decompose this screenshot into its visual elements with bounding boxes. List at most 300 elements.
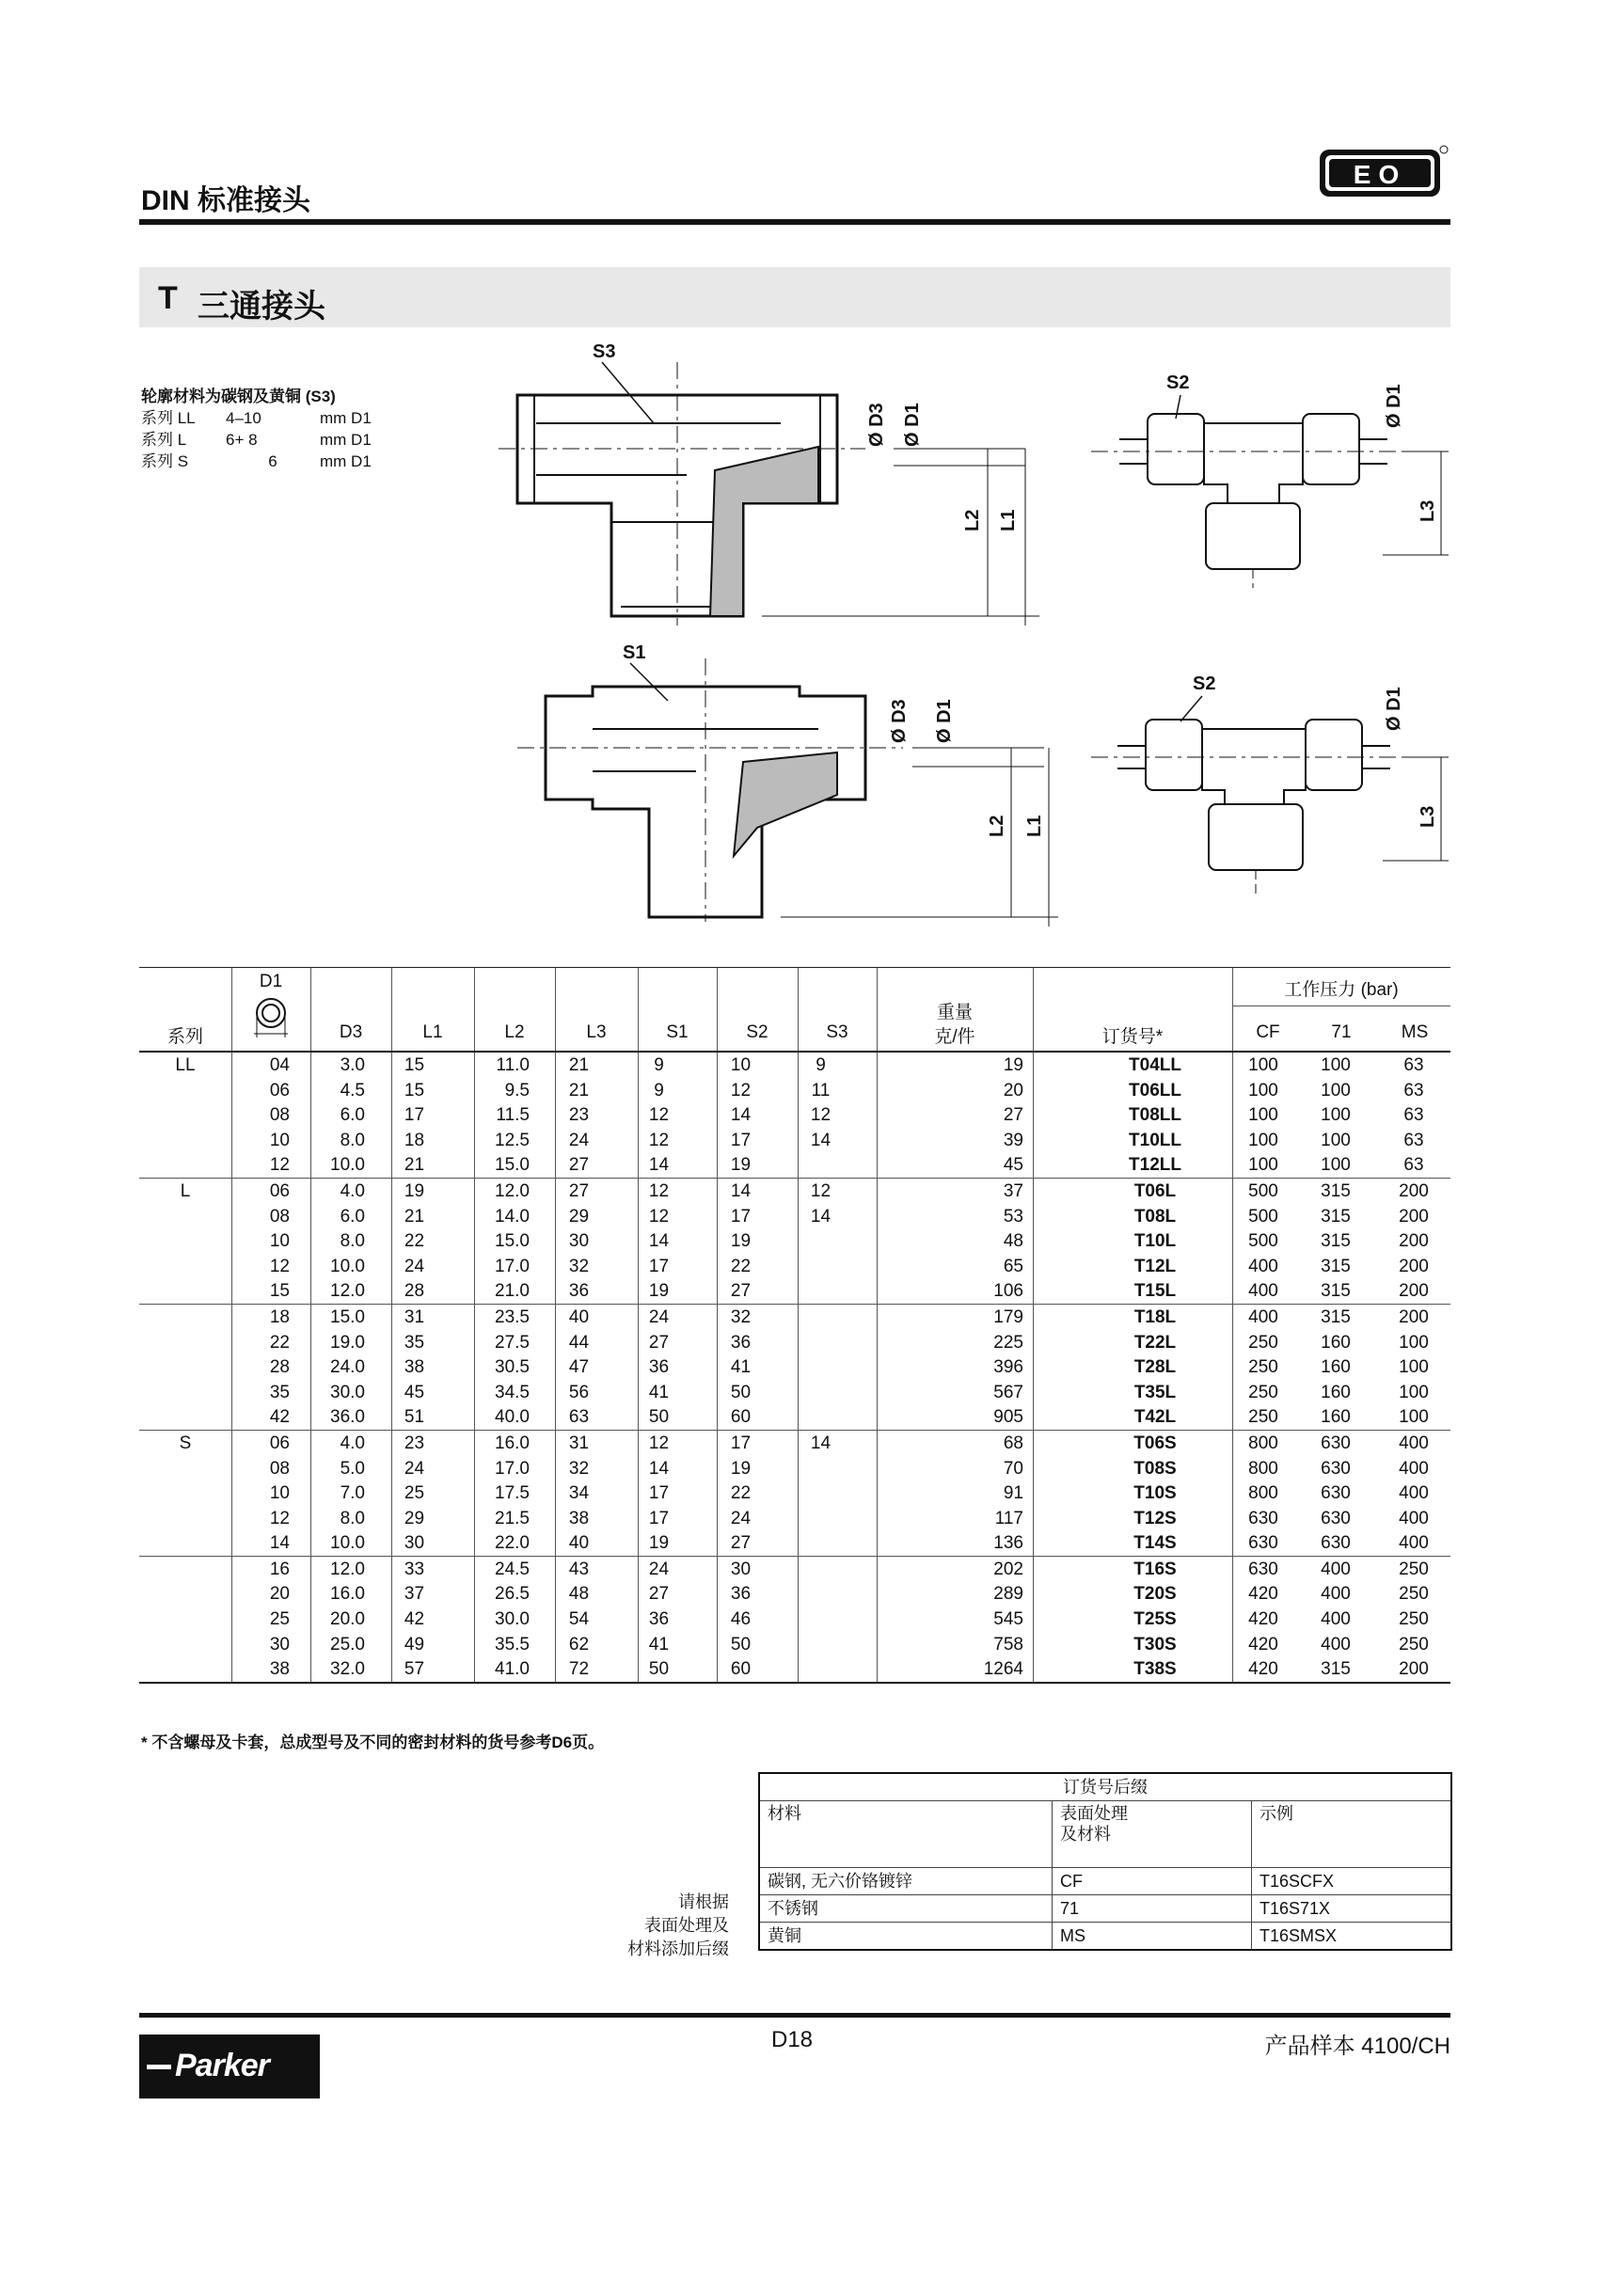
cell-s3: 9 xyxy=(816,1055,826,1075)
cell-d1: 08 xyxy=(269,1206,290,1227)
cell-l2: 11.0 xyxy=(496,1055,530,1075)
th-s1: S1 xyxy=(666,1022,689,1042)
cell-cf: 800 xyxy=(1248,1433,1278,1453)
cell-d3: 6.0 xyxy=(340,1105,365,1126)
cell-71: 100 xyxy=(1321,1130,1351,1150)
cell-wt: 289 xyxy=(993,1584,1023,1605)
cell-l1: 30 xyxy=(404,1533,425,1554)
cell-l2: 34.5 xyxy=(495,1382,530,1402)
suffix-row: 碳钢, 无六价铬镀锌 CF T16SCFX xyxy=(760,1868,1450,1895)
cell-ord: T08L xyxy=(1133,1206,1177,1227)
notes-row-l: 系列 L 6+ 8 mm D1 xyxy=(141,431,372,449)
cell-s2: 32 xyxy=(730,1306,752,1327)
cell-l1: 35 xyxy=(404,1332,425,1353)
cell-ms: 400 xyxy=(1399,1533,1429,1554)
cell-ms: 400 xyxy=(1399,1458,1429,1479)
suffix-hint: 请根据 表面处理及 材料添加后缀 xyxy=(627,1892,729,1958)
cell-wt: 70 xyxy=(1003,1458,1023,1479)
footnote: * 不含螺母及卡套，总成型号及不同的密封材料的货号参考D6页。 xyxy=(141,1734,605,1751)
cell-ord: T04LL xyxy=(1129,1055,1181,1075)
cell-cf: 250 xyxy=(1248,1357,1278,1378)
table-row xyxy=(139,1530,1450,1556)
cell-d3: 19.0 xyxy=(330,1332,365,1353)
label-l3-top: L3 xyxy=(1418,499,1438,522)
cell-d1: 12 xyxy=(269,1256,290,1276)
cell-l2: 27.5 xyxy=(495,1332,530,1353)
cell-ms: 63 xyxy=(1403,1105,1424,1126)
cell-series: L xyxy=(180,1180,191,1201)
cell-l3: 40 xyxy=(568,1306,590,1327)
cell-l2: 12.0 xyxy=(495,1180,530,1201)
cell-cf: 420 xyxy=(1248,1634,1278,1655)
material-notes xyxy=(141,386,372,472)
table-row xyxy=(139,1228,1450,1254)
cell-cf: 800 xyxy=(1248,1483,1278,1504)
header-rule xyxy=(139,219,1450,225)
label-l1-lower: L1 xyxy=(1024,815,1045,837)
table-row xyxy=(139,1053,1450,1078)
cell-s2: 12 xyxy=(730,1080,752,1100)
cell-s1: 27 xyxy=(648,1332,670,1353)
cell-d1: 10 xyxy=(269,1483,290,1504)
cell-cf: 420 xyxy=(1248,1609,1278,1630)
cell-l3: 54 xyxy=(568,1609,590,1630)
label-l1: L1 xyxy=(998,509,1019,531)
cell-l1: 22 xyxy=(404,1231,425,1252)
cell-wt: 1264 xyxy=(983,1659,1023,1680)
cell-d1: 08 xyxy=(269,1105,290,1126)
cell-l3: 27 xyxy=(568,1180,590,1201)
cell-l2: 35.5 xyxy=(495,1634,530,1655)
cell-71: 160 xyxy=(1321,1332,1351,1353)
cell-cf: 400 xyxy=(1248,1256,1278,1276)
cell-l2: 24.5 xyxy=(495,1559,530,1579)
label-d3-lower: Ø D3 xyxy=(889,699,910,743)
cell-71: 315 xyxy=(1321,1180,1351,1201)
cell-d3: 25.0 xyxy=(330,1634,365,1655)
cell-wt: 117 xyxy=(994,1508,1023,1528)
table-row xyxy=(139,1557,1450,1582)
cell-d1: 35 xyxy=(269,1382,290,1402)
cell-ord: T38S xyxy=(1133,1659,1177,1680)
cell-l1: 25 xyxy=(404,1483,425,1504)
cell-l1: 18 xyxy=(404,1130,425,1150)
table-row xyxy=(139,1152,1450,1178)
cell-d1: 10 xyxy=(269,1231,290,1252)
suffix-col-material: 材料 xyxy=(760,1801,1053,1867)
cell-ms: 400 xyxy=(1399,1508,1429,1528)
cell-d3: 5.0 xyxy=(340,1458,365,1479)
cell-s1: 24 xyxy=(648,1559,670,1579)
cell-s3: 11 xyxy=(811,1080,831,1100)
table-row xyxy=(139,1607,1450,1632)
cell-ord: T10L xyxy=(1133,1231,1177,1252)
cell-s2: 14 xyxy=(730,1105,752,1126)
cell-d3: 30.0 xyxy=(330,1382,365,1402)
cell-d3: 3.0 xyxy=(340,1055,365,1075)
cell-ord: T12L xyxy=(1133,1256,1177,1276)
cell-s2: 22 xyxy=(730,1483,752,1504)
table-row xyxy=(139,1305,1450,1330)
cell-s1: 17 xyxy=(648,1256,670,1276)
cell-s2: 10 xyxy=(730,1055,752,1075)
cell-l1: 37 xyxy=(404,1584,425,1605)
cell-l1: 21 xyxy=(404,1155,425,1176)
cell-s2: 27 xyxy=(730,1533,752,1554)
tee-body-drawing-s3 xyxy=(499,343,1044,635)
cell-l3: 21 xyxy=(568,1080,590,1100)
cell-l2: 21.0 xyxy=(495,1281,530,1302)
cell-d1: 12 xyxy=(269,1508,290,1528)
cell-ord: T16S xyxy=(1133,1559,1177,1579)
cell-71: 315 xyxy=(1321,1306,1351,1327)
cell-d1: 04 xyxy=(269,1055,290,1075)
cell-d1: 12 xyxy=(269,1155,290,1176)
cell-ord: T42L xyxy=(1133,1407,1177,1428)
cell-wt: 20 xyxy=(1003,1080,1023,1100)
cell-l3: 44 xyxy=(568,1332,590,1353)
cell-l2: 16.0 xyxy=(495,1433,530,1453)
cell-l3: 23 xyxy=(568,1105,590,1126)
cell-ms: 100 xyxy=(1399,1357,1429,1378)
cell-l1: 24 xyxy=(404,1256,425,1276)
cell-l1: 15 xyxy=(404,1055,425,1075)
cell-d3: 10.0 xyxy=(330,1256,365,1276)
cell-71: 315 xyxy=(1321,1281,1351,1302)
cell-ord: T06LL xyxy=(1129,1080,1181,1100)
cell-71: 400 xyxy=(1321,1584,1351,1605)
cell-s2: 19 xyxy=(730,1458,752,1479)
cell-ms: 250 xyxy=(1399,1559,1429,1579)
cell-cf: 250 xyxy=(1248,1407,1278,1428)
cell-l3: 36 xyxy=(568,1281,590,1302)
cell-l1: 21 xyxy=(404,1206,425,1227)
cell-s3: 12 xyxy=(810,1105,832,1126)
cell-wt: 225 xyxy=(993,1332,1023,1353)
cell-d3: 32.0 xyxy=(330,1659,365,1680)
cell-cf: 630 xyxy=(1248,1508,1278,1528)
notes-row-ll: 系列 LL 4–10 mm D1 xyxy=(141,409,372,427)
cell-71: 315 xyxy=(1321,1231,1351,1252)
cell-ms: 100 xyxy=(1399,1407,1429,1428)
eo-logo-text: EO xyxy=(1353,160,1407,189)
cell-s2: 19 xyxy=(730,1155,752,1176)
section-letter: T xyxy=(158,280,178,316)
cell-s1: 9 xyxy=(654,1055,664,1075)
cell-s1: 14 xyxy=(648,1155,670,1176)
cell-71: 400 xyxy=(1321,1609,1351,1630)
cell-l2: 21.5 xyxy=(495,1508,530,1528)
cell-d1: 06 xyxy=(269,1180,290,1201)
cell-l1: 29 xyxy=(404,1508,425,1528)
table-row xyxy=(139,1632,1450,1657)
label-l2-lower: L2 xyxy=(987,815,1007,837)
cell-ms: 200 xyxy=(1399,1659,1429,1680)
table-row xyxy=(139,1456,1450,1481)
cell-l2: 26.5 xyxy=(495,1584,530,1605)
cell-s2: 60 xyxy=(730,1659,752,1680)
cell-s1: 19 xyxy=(648,1281,670,1302)
table-row xyxy=(139,1506,1450,1531)
cell-71: 160 xyxy=(1321,1357,1351,1378)
table-row xyxy=(139,1278,1450,1304)
cell-ms: 63 xyxy=(1403,1080,1424,1100)
cell-l1: 28 xyxy=(404,1281,425,1302)
cell-cf: 100 xyxy=(1248,1130,1278,1150)
cell-d3: 24.0 xyxy=(330,1357,365,1378)
cell-l3: 38 xyxy=(568,1508,590,1528)
cell-ms: 100 xyxy=(1399,1382,1429,1402)
cell-l3: 29 xyxy=(568,1206,590,1227)
suffix-row: 黄铜 MS T16SMSX xyxy=(760,1923,1450,1949)
notes-row-s: 系列 S 6 mm D1 xyxy=(141,452,372,470)
cell-s2: 41 xyxy=(730,1357,752,1378)
label-d1: Ø D1 xyxy=(902,403,923,447)
cell-s1: 12 xyxy=(648,1206,670,1227)
cell-l2: 17.0 xyxy=(495,1256,530,1276)
cell-ms: 200 xyxy=(1399,1206,1429,1227)
cell-l2: 14.0 xyxy=(495,1206,530,1227)
cell-cf: 100 xyxy=(1248,1105,1278,1126)
cell-d1: 14 xyxy=(269,1533,290,1554)
th-s3: S3 xyxy=(826,1022,848,1042)
cell-s2: 17 xyxy=(730,1433,752,1453)
label-s1: S1 xyxy=(623,642,646,663)
table-row xyxy=(139,1404,1450,1430)
cell-ord: T06L xyxy=(1133,1180,1177,1201)
cell-wt: 68 xyxy=(1003,1433,1023,1453)
cell-cf: 500 xyxy=(1248,1206,1278,1227)
cell-s2: 24 xyxy=(730,1508,752,1528)
cell-d1: 30 xyxy=(269,1634,290,1655)
cell-d1: 42 xyxy=(269,1407,290,1428)
label-l3-bottom: L3 xyxy=(1418,805,1438,828)
cell-s1: 14 xyxy=(648,1231,670,1252)
cell-s1: 36 xyxy=(648,1357,670,1378)
cell-l3: 48 xyxy=(568,1584,590,1605)
table-body xyxy=(139,1053,1450,1684)
th-71: 71 xyxy=(1331,1022,1352,1042)
document-section-title: DIN 标准接头 xyxy=(141,185,310,216)
cell-s2: 27 xyxy=(730,1281,752,1302)
tee-assembly-drawing-top xyxy=(1091,362,1458,588)
cell-l2: 30.5 xyxy=(495,1357,530,1378)
cell-s2: 17 xyxy=(730,1130,752,1150)
cell-l1: 49 xyxy=(404,1634,425,1655)
table-row xyxy=(139,1102,1450,1128)
suffix-col-example: 示例 xyxy=(1259,1804,1293,1823)
cell-ms: 250 xyxy=(1399,1634,1429,1655)
table-row-group xyxy=(139,1053,1450,1179)
cell-l1: 38 xyxy=(404,1357,425,1378)
th-l1: L1 xyxy=(422,1022,443,1042)
section-band xyxy=(139,267,1450,327)
cell-ord: T10LL xyxy=(1129,1130,1181,1150)
cell-s2: 17 xyxy=(730,1206,752,1227)
cell-ms: 200 xyxy=(1399,1306,1429,1327)
cell-d1: 28 xyxy=(269,1357,290,1378)
cell-d3: 8.0 xyxy=(340,1231,365,1252)
cell-d1: 16 xyxy=(269,1559,290,1579)
cell-wt: 136 xyxy=(993,1533,1023,1554)
tee-assembly-drawing-bottom xyxy=(1091,663,1458,898)
cell-ord: T22L xyxy=(1133,1332,1177,1353)
cell-ord: T35L xyxy=(1133,1382,1177,1402)
cell-l2: 12.5 xyxy=(495,1130,530,1150)
cell-s1: 36 xyxy=(648,1609,670,1630)
cell-ms: 250 xyxy=(1399,1584,1429,1605)
label-d1-lower: Ø D1 xyxy=(934,699,955,743)
th-ms: MS xyxy=(1401,1022,1429,1042)
table-row xyxy=(139,1380,1450,1405)
cell-d1: 08 xyxy=(269,1458,290,1479)
cell-series: LL xyxy=(175,1055,196,1075)
th-d1: D1 xyxy=(259,972,283,991)
cell-d3: 8.0 xyxy=(340,1130,365,1150)
catalog-number: 产品样本 4100/CH xyxy=(1264,2034,1450,2059)
cell-wt: 396 xyxy=(993,1357,1023,1378)
suffix-table-title: 订货号后缀 xyxy=(760,1774,1450,1801)
cell-ms: 400 xyxy=(1399,1483,1429,1504)
cell-wt: 65 xyxy=(1003,1256,1023,1276)
cell-ord: T18L xyxy=(1133,1306,1177,1327)
cell-71: 400 xyxy=(1321,1559,1351,1579)
cell-l3: 21 xyxy=(568,1055,590,1075)
cell-wt: 202 xyxy=(993,1559,1023,1579)
label-s3: S3 xyxy=(593,343,616,362)
tube-od-icon xyxy=(250,994,292,1044)
cell-wt: 567 xyxy=(993,1382,1023,1402)
table-row-group xyxy=(139,1179,1450,1305)
cell-cf: 420 xyxy=(1248,1659,1278,1680)
cell-d3: 6.0 xyxy=(340,1206,365,1227)
cell-s3: 14 xyxy=(810,1433,832,1453)
page-number: D18 xyxy=(771,2027,814,2052)
cell-d3: 12.0 xyxy=(330,1559,365,1579)
cell-l3: 40 xyxy=(568,1533,590,1554)
cell-ord: T06S xyxy=(1133,1433,1177,1453)
cell-l1: 31 xyxy=(404,1306,425,1327)
cell-l1: 23 xyxy=(404,1433,425,1453)
cell-ord: T30S xyxy=(1133,1634,1177,1655)
cell-cf: 400 xyxy=(1248,1281,1278,1302)
cell-d1: 25 xyxy=(269,1609,290,1630)
cell-l3: 30 xyxy=(568,1231,590,1252)
cell-l3: 47 xyxy=(568,1357,590,1378)
cell-s1: 12 xyxy=(648,1433,670,1453)
cell-d3: 8.0 xyxy=(340,1508,365,1528)
cell-d3: 10.0 xyxy=(330,1155,365,1176)
cell-s3: 14 xyxy=(810,1130,832,1150)
cell-wt: 179 xyxy=(993,1306,1023,1327)
table-row-group xyxy=(139,1557,1450,1684)
cell-l2: 40.0 xyxy=(495,1407,530,1428)
cell-s1: 27 xyxy=(648,1584,670,1605)
cell-s1: 24 xyxy=(648,1306,670,1327)
table-row-group xyxy=(139,1305,1450,1431)
cell-wt: 48 xyxy=(1003,1231,1023,1252)
cell-wt: 19 xyxy=(1003,1055,1023,1075)
cell-ord: T12LL xyxy=(1129,1155,1181,1176)
cell-l3: 43 xyxy=(568,1559,590,1579)
cell-l1: 33 xyxy=(404,1559,425,1579)
cell-l3: 27 xyxy=(568,1155,590,1176)
suffix-table xyxy=(758,1772,1452,1951)
cell-71: 100 xyxy=(1321,1155,1351,1176)
cell-ord: T28L xyxy=(1133,1357,1177,1378)
cell-l2: 15.0 xyxy=(495,1231,530,1252)
cell-ms: 63 xyxy=(1403,1155,1424,1176)
cell-71: 315 xyxy=(1321,1206,1351,1227)
cell-cf: 250 xyxy=(1248,1332,1278,1353)
table-row xyxy=(139,1656,1450,1682)
notes-heading: 轮廓材料为碳钢及黄铜 (S3) xyxy=(141,388,336,405)
table-row xyxy=(139,1581,1450,1607)
cell-l1: 19 xyxy=(404,1180,425,1201)
cell-s2: 36 xyxy=(730,1584,752,1605)
table-row xyxy=(139,1330,1450,1355)
cell-ms: 63 xyxy=(1403,1055,1424,1075)
cell-s2: 46 xyxy=(730,1609,752,1630)
cell-ord: T08LL xyxy=(1129,1105,1181,1126)
cell-d3: 12.0 xyxy=(330,1281,365,1302)
table-row xyxy=(139,1254,1450,1279)
table-row xyxy=(139,1481,1450,1506)
th-weight-top: 重量 xyxy=(936,1003,973,1022)
cell-s1: 12 xyxy=(648,1130,670,1150)
dimension-table xyxy=(139,967,1450,1684)
tee-body-drawing-s1 xyxy=(517,640,1063,931)
cell-ord: T14S xyxy=(1133,1533,1177,1554)
label-d1-top: Ø D1 xyxy=(1384,384,1404,428)
cell-s1: 12 xyxy=(648,1105,670,1126)
cell-ord: T08S xyxy=(1133,1458,1177,1479)
suffix-col-surface: 表面处理 及材料 xyxy=(1053,1801,1252,1867)
cell-l1: 42 xyxy=(404,1609,425,1630)
cell-cf: 100 xyxy=(1248,1080,1278,1100)
cell-s1: 17 xyxy=(648,1483,670,1504)
cell-ms: 400 xyxy=(1399,1433,1429,1453)
cell-ms: 200 xyxy=(1399,1281,1429,1302)
table-row xyxy=(139,1128,1450,1153)
cell-ms: 250 xyxy=(1399,1609,1429,1630)
cell-l3: 32 xyxy=(568,1458,590,1479)
cell-l1: 24 xyxy=(404,1458,425,1479)
cell-wt: 91 xyxy=(1003,1483,1023,1504)
cell-71: 315 xyxy=(1321,1256,1351,1276)
cell-71: 630 xyxy=(1321,1533,1351,1554)
cell-cf: 420 xyxy=(1248,1584,1278,1605)
cell-s2: 50 xyxy=(730,1634,752,1655)
cell-wt: 905 xyxy=(993,1407,1023,1428)
cell-s3: 12 xyxy=(810,1180,832,1201)
th-cf: CF xyxy=(1256,1022,1280,1042)
cell-s1: 9 xyxy=(654,1080,664,1100)
cell-wt: 27 xyxy=(1003,1105,1023,1126)
cell-wt: 758 xyxy=(993,1634,1023,1655)
cell-l2: 17.5 xyxy=(495,1483,530,1504)
cell-cf: 500 xyxy=(1248,1180,1278,1201)
th-pressure: 工作压力 (bar) xyxy=(1284,980,1399,1000)
cell-d1: 06 xyxy=(269,1080,290,1100)
cell-s2: 30 xyxy=(730,1559,752,1579)
label-d3: Ø D3 xyxy=(866,403,887,447)
cell-ord: T20S xyxy=(1133,1584,1177,1605)
cell-s1: 50 xyxy=(648,1659,670,1680)
table-row xyxy=(139,1431,1450,1456)
table-row xyxy=(139,1354,1450,1380)
cell-l2: 23.5 xyxy=(495,1306,530,1327)
